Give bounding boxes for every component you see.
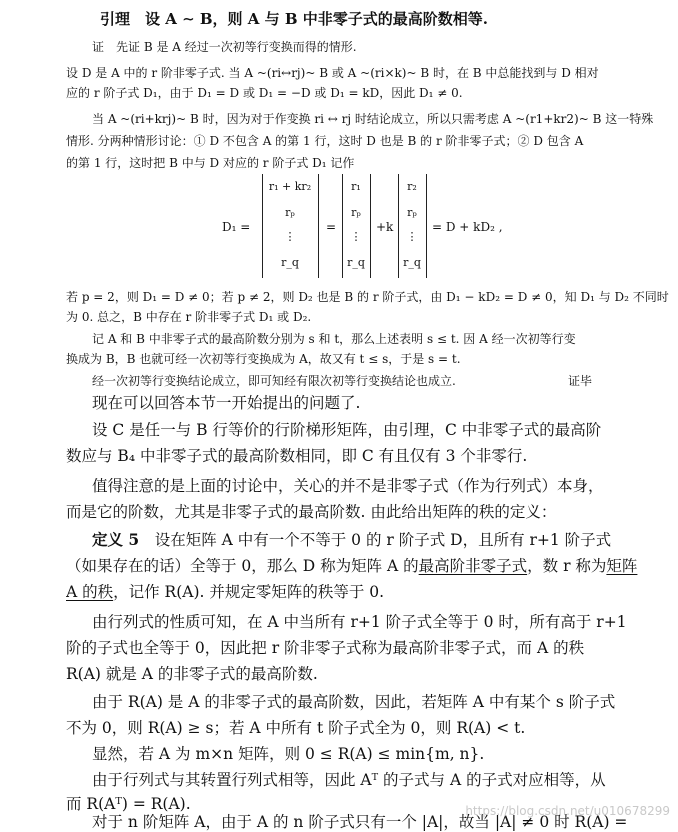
body-p8-a: 对于 n 阶矩阵 A，由于 A 的 n 阶子式只有一个 |A|，故当 |A| ≠ 0 时 R(A) = — [92, 813, 628, 831]
det-bar-left-1 — [262, 174, 263, 278]
proof-end-mark: 证毕 — [568, 374, 593, 388]
col1-row2: rₚ — [285, 206, 295, 219]
det-bar-left-3 — [398, 174, 399, 278]
definition-line-b — [66, 554, 678, 576]
matrix-plus-k: +k — [376, 220, 394, 234]
body-p4-a: 由行列式的性质可知，在 A 中当所有 r+1 阶子式全等于 0 时，所有高于 r+1 — [92, 613, 627, 631]
col2-row3: ⋮ — [350, 230, 362, 243]
definition-line-c — [66, 580, 678, 602]
determinant-equation — [222, 172, 552, 280]
lemma-line-2: 应的 r 阶子式 D₁，由于 D₁ = D 或 D₁ = −D 或 D₁ = kD，因此 D₁ ≠ 0. — [66, 86, 463, 100]
definition-label: 定义 5 — [92, 530, 140, 549]
watermark: https://blog.csdn.net/u010678299 — [465, 804, 670, 818]
body-p3-b: 而是它的阶数，尤其是非零子式的最高阶数. 由此给出矩阵的秩的定义： — [66, 503, 557, 521]
lemma-after-3: 记 A 和 B 中非零子式的最高阶数分别为 s 和 t，那么上述表明 s ≤ t. 因 A 经一次初等行变 — [92, 332, 576, 346]
body-p6: 显然，若 A 为 m×n 矩阵，则 0 ≤ R(A) ≤ min{m, n}. — [92, 745, 485, 763]
definition-term-rank-part1: 矩阵 — [606, 557, 638, 575]
body-p7-a: 由于行列式与其转置行列式相等，因此 Aᵀ 的子式与 A 的子式对应相等，从 — [92, 771, 606, 789]
lemma-title: 引理 设 A ∼ B，则 A 与 B 中非零子式的最高阶数相等. — [100, 10, 488, 28]
lemma-line-3: 当 A ~(ri+krj)~ B 时，因为对于作变换 ri ↔ rj 时结论成立，所以只需考虑 A ~(r1+kr2)~ B 这一特殊 — [92, 112, 654, 126]
det-bar-left-2 — [342, 174, 343, 278]
det-bar-right-3 — [426, 174, 427, 278]
col2-row1: r₁ — [351, 180, 361, 193]
body-p4-c: R(A) 就是 A 的非零子式的最高阶数. — [66, 665, 318, 683]
definition-text-b1: （如果存在的话）全等于 0，那么 D 称为矩阵 A 的 — [66, 557, 419, 575]
definition-term-highest-minor: 最高阶非零子式 — [418, 557, 528, 575]
col3-row2: rₚ — [407, 206, 417, 219]
body-p5-a: 由于 R(A) 是 A 的非零子式的最高阶数，因此，若矩阵 A 中有某个 s 阶子式 — [92, 693, 616, 711]
col2-row2: rₚ — [351, 206, 361, 219]
body-p7-b: 而 R(Aᵀ) = R(A). — [66, 795, 191, 813]
body-p3-a: 值得注意的是上面的讨论中，关心的并不是非零子式（作为行列式）本身， — [92, 477, 604, 495]
lemma-after-5: 经一次初等行变换结论成立，即可知经有限次初等行变换结论也成立. — [92, 374, 456, 388]
col3-row3: ⋮ — [406, 230, 418, 243]
proof-start: 证 先证 B 是 A 经过一次初等行变换而得的情形. — [92, 40, 357, 54]
matrix-eq-1: = — [326, 220, 337, 234]
col3-row1: r₂ — [407, 180, 417, 193]
body-p5-b: 不为 0，则 R(A) ≥ s；若 A 中所有 t 阶子式全为 0，则 R(A) < t. — [66, 719, 526, 737]
matrix-result: = D + kD₂ , — [432, 220, 503, 234]
matrix-label: D₁ = — [222, 220, 251, 234]
body-p2-a: 设 C 是任一与 B 行等价的行阶梯形矩阵，由引理，C 中非零子式的最高阶 — [92, 421, 602, 439]
lemma-after-1: 若 p = 2，则 D₁ = D ≠ 0；若 p ≠ 2，则 D₂ 也是 B 的 r 阶子式，由 D₁ − kD₂ = D ≠ 0，知 D₁ 与 D₂ 不同时 — [66, 290, 669, 304]
lemma-after-4: 换成为 B，B 也就可经一次初等行变换成为 A，故又有 t ≤ s，于是 s = t. — [66, 352, 461, 366]
definition-text-c: ，记作 R(A). 并规定零矩阵的秩等于 0. — [113, 583, 385, 601]
definition-text-a: 设在矩阵 A 中有一个不等于 0 的 r 阶子式 D，且所有 r+1 阶子式 — [139, 531, 612, 549]
lemma-after-2: 为 0. 总之，B 中存在 r 阶非零子式 D₁ 或 D₂. — [66, 310, 312, 324]
det-bar-right-1 — [318, 174, 319, 278]
col1-row4: r_q — [281, 256, 299, 269]
col1-row1: r₁ + kr₂ — [268, 180, 312, 193]
col3-row4: r_q — [403, 256, 421, 269]
definition-text-b2: ，数 r 称为 — [527, 557, 607, 575]
definition-line-a — [92, 528, 678, 550]
definition-term-rank-part2: A 的秩 — [66, 583, 114, 601]
lemma-line-5: 的第 1 行，这时把 B 中与 D 对应的 r 阶子式 D₁ 记作 — [66, 156, 355, 170]
body-p4-b: 阶的子式也全等于 0，因此把 r 阶非零子式称为最高阶非零子式，而 A 的秩 — [66, 639, 585, 657]
lemma-line-4: 情形. 分两种情形讨论：① D 不包含 A 的第 1 行，这时 D 也是 B 的 r 阶非零子式；② D 包含 A — [66, 134, 584, 148]
col1-row3: ⋮ — [284, 230, 296, 243]
body-p2-b: 数应与 B₄ 中非零子式的最高阶数相同，即 C 有且仅有 3 个非零行. — [66, 447, 528, 465]
lemma-line-1: 设 D 是 A 中的 r 阶非零子式. 当 A ~(ri↔rj)~ B 或 A ~(ri×k)~ B 时，在 B 中总能找到与 D 相对 — [66, 66, 599, 80]
col2-row4: r_q — [347, 256, 365, 269]
body-p1: 现在可以回答本节一开始提出的问题了. — [92, 394, 361, 412]
det-bar-right-2 — [370, 174, 371, 278]
